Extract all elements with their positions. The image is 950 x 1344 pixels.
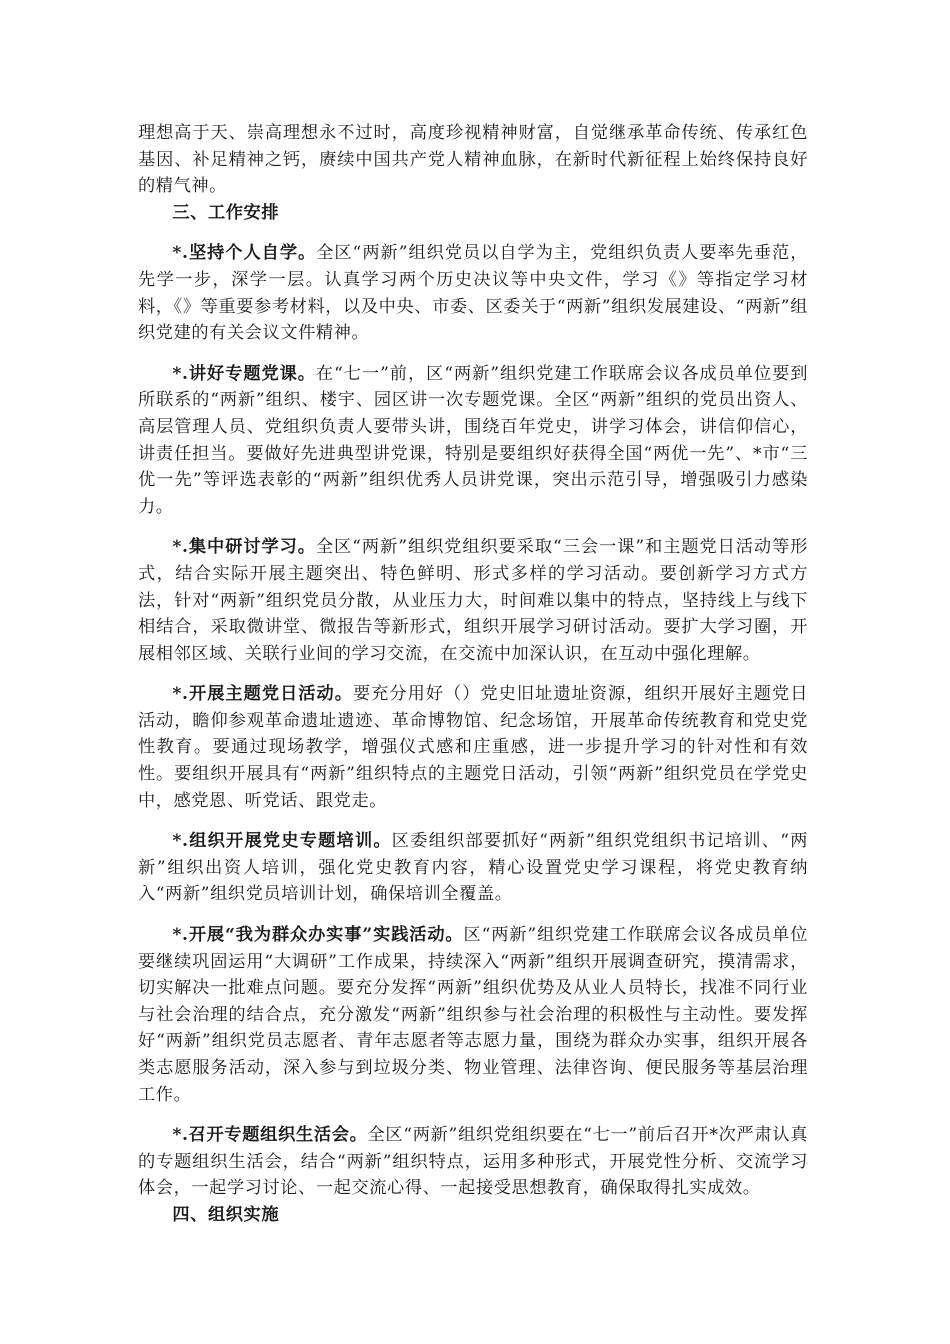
item-lead: *.召开专题组织生活会。 xyxy=(172,1125,368,1146)
item-lead: *.坚持个人自学。 xyxy=(172,243,317,264)
item-paragraph-practical-activity xyxy=(138,922,808,1108)
item-paragraph-party-day xyxy=(138,681,808,814)
item-lead: *.讲好专题党课。 xyxy=(172,363,316,384)
item-text: 全区“两新”组织党组织要在“七一”前后召开*次严肃认真的专题组织生活会，结合“两新”组织特点，运用多种形式，开展党性分析、交流学习体会，一起学习讨论、一起交流心得、一起接受思想教育，确保取得扎实成效。 xyxy=(138,1125,808,1199)
continuation-paragraph: 理想高于天、崇高理想永不过时，高度珍视精神财富，自觉继承革命传统、传承红色基因、补足精神之钙，赓续中国共产党人精神血脉，在新时代新征程上始终保持良好的精气神。 xyxy=(138,123,808,197)
item-text: 要充分用好（）党史旧址遗址资源，组织开展好主题党日活动，瞻仰参观革命遗址遗迹、革命博物馆、纪念场馆，开展革命传统教育和党史党性教育。要通过现场教学，增强仪式感和庄重感，进一步提升学习的针对性和有效性。要组织开展具有“两新”组织特点的主题党日活动，引领“两新”组织党员在学党史中，感党恩、听党话、跟党走。 xyxy=(138,684,808,811)
item-text: 在“七一”前，区“两新”组织党建工作联席会议各成员单位要到所联系的“两新”组织、楼宇、园区讲一次专题党课。全区“两新”组织的党员出资人、高层管理人员、党组织负责人要带头讲，围绕百年党史，讲学习体会，讲信仰信心，讲责任担当。要做好先进典型讲党课，特别是要组织好获得全国“两优一先”、*市“三优一先”等评选表彰的“两新”组织优秀人员讲党课，突出示范引导，增强吸引力感染力。 xyxy=(138,363,808,517)
item-lead: *.开展“我为群众办实事”实践活动。 xyxy=(172,925,464,946)
item-lead: *.组织开展党史专题培训。 xyxy=(172,831,392,852)
item-paragraph-group-study xyxy=(138,534,808,667)
item-paragraph-life-meeting xyxy=(138,1122,808,1202)
item-text: 全区“两新”组织党员以自学为主，党组织负责人要率先垂范，先学一步，深学一层。认真学习两个历史决议等中央文件，学习《》等指定学习材料，《》等重要参考材料，以及中央、市委、区委关于“两新”组织发展建设、“两新”组织党建的有关会议文件精神。 xyxy=(138,243,808,344)
section-heading-work-arrangement: 三、工作安排 xyxy=(172,202,280,223)
section-heading-implementation: 四、组织实施 xyxy=(172,1204,280,1225)
item-paragraph-self-study xyxy=(138,240,808,346)
item-text: 区委组织部要抓好“两新”组织党组织书记培训、“两新”组织出资人培训，强化党史教育内容，精心设置党史学习课程，将党史教育纳入“两新”组织党员培训计划，确保培训全覆盖。 xyxy=(138,831,808,905)
item-lead: *.集中研讨学习。 xyxy=(172,537,316,558)
item-text: 全区“两新”组织党组织要采取“三会一课”和主题党日活动等形式，结合实际开展主题突出、特色鲜明、形式多样的学习活动。要创新学习方式方法，针对“两新”组织党员分散，从业压力大，时间难以集中的特点，坚持线上与线下相结合，采取微讲堂、微报告等新形式，组织开展学习研讨活动。要扩大学习圈，开展相邻区域、关联行业间的学习交流，在交流中加深认识，在互动中强化理解。 xyxy=(138,537,808,664)
item-paragraph-party-lecture xyxy=(138,361,808,521)
item-text: 区“两新”组织党建工作联席会议各成员单位要继续巩固运用“大调研”工作成果，持续深入“两新”组织开展调查研究，摸清需求，切实解决一批难点问题。要充分发挥“两新”组织优势及从业人员特长，找准不同行业与社会治理的结合点，充分激发“两新”组织参与社会治理的积极性与主动性。要发挥好“两新”组织党员志愿者、青年志愿者等志愿力量，围绕为群众办实事，组织开展各类志愿服务活动，深入参与到垃圾分类、物业管理、法律咨询、便民服务等基层治理工作。 xyxy=(138,925,808,1105)
item-lead: *.开展主题党日活动。 xyxy=(172,684,353,705)
document-page xyxy=(138,120,808,1229)
item-paragraph-history-training xyxy=(138,828,808,908)
